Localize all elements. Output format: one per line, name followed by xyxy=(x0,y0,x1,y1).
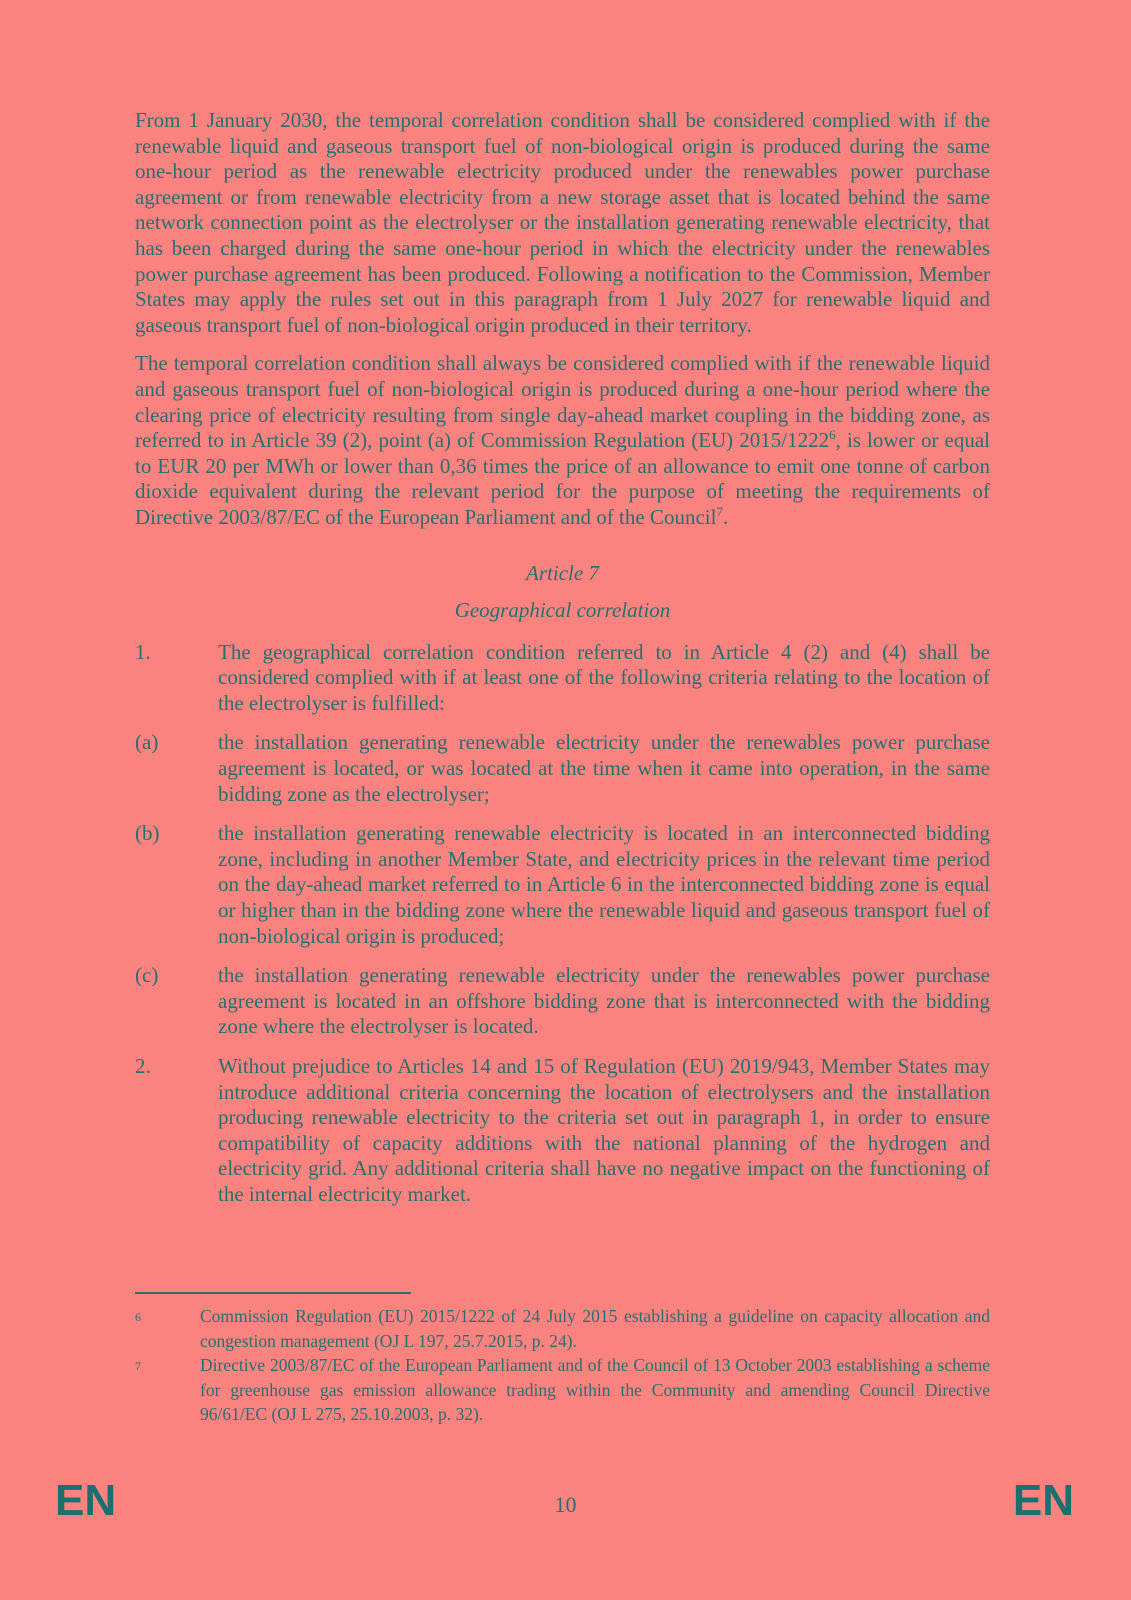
footnote-reference-7: 7 xyxy=(716,503,723,519)
footer-language-code-right: EN xyxy=(1012,1476,1074,1525)
list-item-b-text: the installation generating renewable electricity is located in an interconnected bidding zone, including in another Member State, and electricity prices in the relevant time period on the day-ahead market referred to in Article 6 in the interconnected bidding zone is equal or higher than in the bidding zone where the renewable liquid and gaseous transport fuel of non-biological origin is produced; xyxy=(218,821,990,948)
document-body xyxy=(135,108,990,1222)
list-item-2-text: Without prejudice to Articles 14 and 15 of Regulation (EU) 2019/943, Member States may introduce additional criteria concerning the location of electrolysers and the installation producing renewable electricity to the criteria set out in paragraph 1, in order to ensure compatibility of capacity additions with the national planning of the hydrogen and electricity grid. Any additional criteria shall have no negative impact on the functioning of the internal electricity market. xyxy=(218,1054,990,1206)
footnote-6-text: Commission Regulation (EU) 2015/1222 of 24 July 2015 establishing a guideline on capacity allocation and congestion management (OJ L 197, 25.7.2015, p. 24). xyxy=(200,1306,990,1351)
paragraph-2-segment-1: The temporal correlation condition shall always be considered complied with if the renewable liquid and gaseous transport fuel of non-biological origin is produced during a one-hour period where the clearing price of electricity resulting from single day-ahead market coupling in the bidding zone, as referred to in Article 39 (2), point (a) of Commission Regulation (EU) 2015/1222 xyxy=(135,351,990,453)
footnote-7 xyxy=(135,1353,990,1427)
list-item-a-marker: (a) xyxy=(135,730,159,755)
list-item-a xyxy=(135,730,990,807)
paragraph-2-segment-3: . xyxy=(722,504,729,529)
footnote-reference-6: 6 xyxy=(829,427,836,443)
list-item-a-text: the installation generating renewable electricity under the renewables power purchase agreement is located, or was located at the time when it came into operation, in the same bidding zone as the electrolyser; xyxy=(218,730,990,806)
footnote-section xyxy=(135,1292,990,1427)
list-item-c-text: the installation generating renewable electricity under the renewables power purchase agreement is located in an offshore bidding zone that is interconnected with the bidding zone where the electrolyser is located. xyxy=(218,963,990,1039)
list-item-2-marker: 2. xyxy=(135,1054,151,1078)
paragraph-2-segment-2: , is lower or equal to EUR 20 per MWh or lower than 0,36 times the price of an allowance to emit one tonne of carbon dioxide equivalent during the relevant period for the purpose of meeting the requirements of Directive 2003/87/EC of the European Parliament and of the Council xyxy=(135,428,990,529)
list-item-1-marker: 1. xyxy=(135,639,151,664)
list-item-c-marker: (c) xyxy=(135,963,159,988)
footnote-separator-rule xyxy=(135,1292,411,1294)
list-item-2 xyxy=(135,1054,990,1208)
paragraph-temporal-correlation-2030: From 1 January 2030, the temporal correlation condition shall be considered complied with if the renewable liquid and gaseous transport fuel of non-biological origin is produced during the same one-hour period as the renewable electricity produced under the renewables power purchase agreement or from renewable electricity from a new storage asset that is located behind the same network connection point as the electrolyser or the installation generating renewable electricity, that has been charged during the same one-hour period in which the electricity under the renewables power purchase agreement has been produced. Following a notification to the Commission, Member States may apply the rules set out in this paragraph from 1 July 2027 for renewable liquid and gaseous transport fuel of non-biological origin produced in their territory. xyxy=(135,108,990,337)
list-item-1-text: The geographical correlation condition referred to in Article 4 (2) and (4) shall be considered complied with if at least one of the following criteria relating to the location of the electrolyser is fulfilled: xyxy=(218,639,990,715)
footer-language-code-left: EN xyxy=(55,1476,117,1525)
list-item-c xyxy=(135,963,990,1040)
list-item-b xyxy=(135,821,990,949)
article-heading: Article 7 xyxy=(526,560,599,585)
list-item-b-marker: (b) xyxy=(135,821,160,846)
footnote-7-text: Directive 2003/87/EC of the European Parliament and of the Council of 13 October 2003 establishing a scheme for greenhouse gas emission allowance trading within the Community and amending Council Directive 96/61/EC (OJ L 275, 25.10.2003, p. 32). xyxy=(200,1355,990,1425)
list-item-1 xyxy=(135,640,990,717)
article-subtitle: Geographical correlation xyxy=(454,598,671,623)
footnote-6 xyxy=(135,1304,990,1353)
footnote-6-marker: 6 xyxy=(135,1310,141,1324)
paragraph-temporal-correlation-always xyxy=(135,351,990,530)
footnote-7-marker: 7 xyxy=(135,1359,141,1374)
page-number: 10 xyxy=(554,1492,577,1517)
